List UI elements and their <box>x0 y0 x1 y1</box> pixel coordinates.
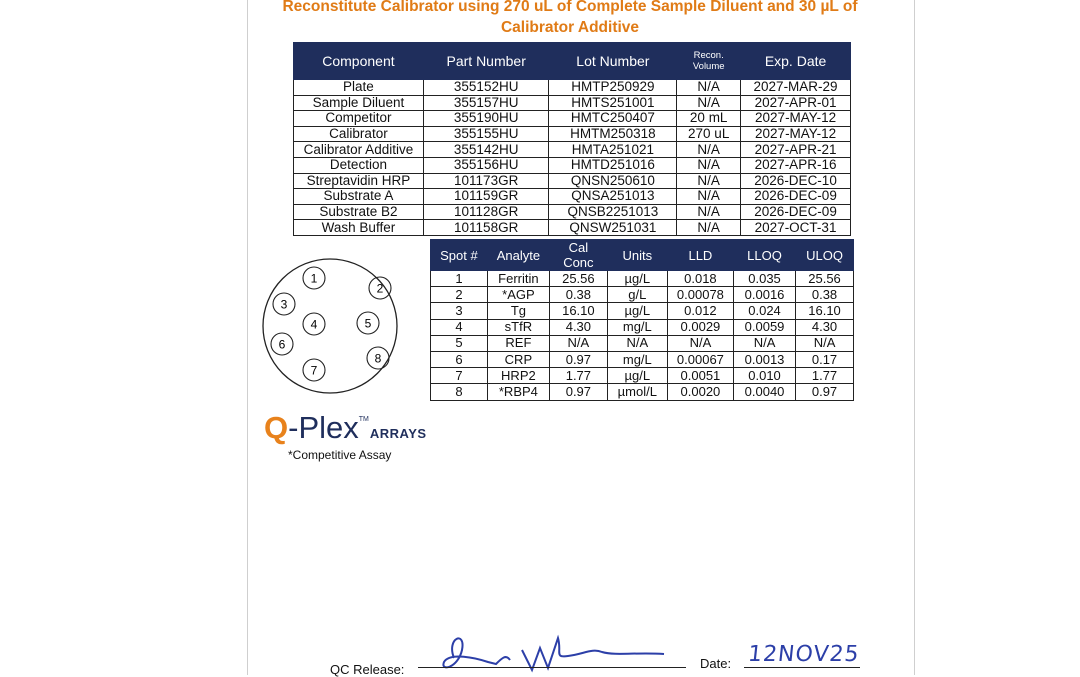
col-header-recon-volume: Recon. Volume <box>677 43 741 80</box>
col-header-lld: LLD <box>667 240 733 271</box>
cell-uloq: 4.30 <box>796 319 854 335</box>
cell-lld: N/A <box>667 335 733 351</box>
cell-component: Plate <box>294 80 424 96</box>
competitive-assay-note: *Competitive Assay <box>288 448 392 462</box>
cell-lot-number: QNSB2251013 <box>549 204 677 220</box>
col-header-analyte: Analyte <box>487 240 549 271</box>
cell-component: Calibrator <box>294 126 424 142</box>
cell-part-number: 355155HU <box>423 126 549 142</box>
cell-lld: 0.0020 <box>667 384 733 400</box>
component-table-body <box>294 80 851 236</box>
cell-component: Calibrator Additive <box>294 142 424 158</box>
cell-spot: 3 <box>431 303 488 319</box>
spot-row <box>431 319 854 335</box>
col-header-lloq: LLOQ <box>734 240 796 271</box>
cell-recon-volume: 20 mL <box>677 111 741 127</box>
col-header-units: Units <box>607 240 667 271</box>
cell-part-number: 355142HU <box>423 142 549 158</box>
cell-component: Substrate B2 <box>294 204 424 220</box>
cell-part-number: 355156HU <box>423 157 549 173</box>
cell-units: µg/L <box>607 368 667 384</box>
component-table-header-row <box>294 43 851 80</box>
cell-exp-date: 2027-APR-21 <box>741 142 851 158</box>
qplex-arrays-logo <box>264 410 427 446</box>
cell-units: mg/L <box>607 319 667 335</box>
component-row <box>294 142 851 158</box>
qc-release-label: QC Release: <box>330 662 405 677</box>
component-row <box>294 189 851 205</box>
component-row <box>294 173 851 189</box>
cell-part-number: 355157HU <box>423 95 549 111</box>
cell-lloq: 0.024 <box>734 303 796 319</box>
spot-group <box>271 267 391 381</box>
signature <box>436 628 676 676</box>
spot-row <box>431 368 854 384</box>
cell-part-number: 355152HU <box>423 80 549 96</box>
cell-spot: 1 <box>431 271 488 287</box>
cell-uloq: 0.17 <box>796 351 854 367</box>
spot-row <box>431 384 854 400</box>
page-edge-right <box>914 0 915 675</box>
cell-lld: 0.00067 <box>667 351 733 367</box>
cell-units: µmol/L <box>607 384 667 400</box>
cell-recon-volume: N/A <box>677 189 741 205</box>
cell-component: Wash Buffer <box>294 220 424 236</box>
cell-part-number: 355190HU <box>423 111 549 127</box>
spot-label: 1 <box>310 271 318 286</box>
spot-label: 6 <box>278 337 286 352</box>
component-row <box>294 80 851 96</box>
title-line-2: Calibrator Additive <box>500 19 640 36</box>
cell-lld: 0.018 <box>667 271 733 287</box>
cell-analyte: CRP <box>487 351 549 367</box>
logo-q: Q <box>264 410 289 445</box>
component-row <box>294 111 851 127</box>
cell-cal-conc: 4.30 <box>549 319 607 335</box>
cell-cal-conc: 0.97 <box>549 351 607 367</box>
cell-recon-volume: N/A <box>677 204 741 220</box>
cell-uloq: 0.38 <box>796 287 854 303</box>
component-table <box>293 42 851 236</box>
cell-analyte: HRP2 <box>487 368 549 384</box>
component-row <box>294 220 851 236</box>
col-header-cal-conc: Cal Conc <box>549 240 607 271</box>
cell-cal-conc: N/A <box>549 335 607 351</box>
component-row <box>294 126 851 142</box>
cell-uloq: N/A <box>796 335 854 351</box>
cell-analyte: Tg <box>487 303 549 319</box>
cell-recon-volume: N/A <box>677 157 741 173</box>
spot-label: 2 <box>376 281 384 296</box>
cell-units: g/L <box>607 287 667 303</box>
cell-exp-date: 2026-DEC-09 <box>741 204 851 220</box>
spot-row <box>431 351 854 367</box>
col-header-spot: Spot # <box>431 240 488 271</box>
cell-exp-date: 2026-DEC-10 <box>741 173 851 189</box>
spot-row <box>431 303 854 319</box>
col-header-component: Component <box>294 43 424 80</box>
cell-lld: 0.0029 <box>667 319 733 335</box>
spot-label: 5 <box>364 316 372 331</box>
handwritten-date: 12NOV25 <box>746 642 861 667</box>
cell-lloq: 0.010 <box>734 368 796 384</box>
spot-table <box>430 239 854 401</box>
cell-cal-conc: 25.56 <box>549 271 607 287</box>
col-header-uloq: ULOQ <box>796 240 854 271</box>
cell-lloq: 0.0059 <box>734 319 796 335</box>
cell-units: N/A <box>607 335 667 351</box>
cell-exp-date: 2026-DEC-09 <box>741 189 851 205</box>
cell-cal-conc: 0.97 <box>549 384 607 400</box>
cell-analyte: sTfR <box>487 319 549 335</box>
date-label: Date: <box>700 656 732 671</box>
cell-analyte: REF <box>487 335 549 351</box>
cell-lloq: N/A <box>734 335 796 351</box>
cell-spot: 6 <box>431 351 488 367</box>
spot-table-header-row <box>431 240 854 271</box>
cell-exp-date: 2027-APR-16 <box>741 157 851 173</box>
cell-units: mg/L <box>607 351 667 367</box>
cell-cal-conc: 16.10 <box>549 303 607 319</box>
cell-component: Substrate A <box>294 189 424 205</box>
cell-spot: 5 <box>431 335 488 351</box>
cell-spot: 8 <box>431 384 488 400</box>
well-outline <box>263 259 397 393</box>
cell-lld: 0.00078 <box>667 287 733 303</box>
cell-lld: 0.0051 <box>667 368 733 384</box>
cell-analyte: *AGP <box>487 287 549 303</box>
cell-lot-number: HMTM250318 <box>549 126 677 142</box>
cell-lot-number: QNSN250610 <box>549 173 677 189</box>
well-spot-diagram <box>256 250 406 402</box>
cell-units: µg/L <box>607 271 667 287</box>
cell-recon-volume: N/A <box>677 220 741 236</box>
cell-exp-date: 2027-APR-01 <box>741 95 851 111</box>
logo-arrays: ARRAYS <box>369 426 427 441</box>
cell-lloq: 0.0040 <box>734 384 796 400</box>
cell-exp-date: 2027-MAR-29 <box>741 80 851 96</box>
cell-units: µg/L <box>607 303 667 319</box>
signature-line <box>418 667 686 668</box>
page-edge-left <box>247 0 248 675</box>
cell-component: Streptavidin HRP <box>294 173 424 189</box>
cell-part-number: 101159GR <box>423 189 549 205</box>
cell-cal-conc: 1.77 <box>549 368 607 384</box>
col-header-exp-date: Exp. Date <box>741 43 851 80</box>
cell-part-number: 101128GR <box>423 204 549 220</box>
cell-lloq: 0.0013 <box>734 351 796 367</box>
cell-analyte: Ferritin <box>487 271 549 287</box>
cell-uloq: 0.97 <box>796 384 854 400</box>
cell-lot-number: HMTS251001 <box>549 95 677 111</box>
col-header-part-number: Part Number <box>423 43 549 80</box>
component-row <box>294 157 851 173</box>
cell-exp-date: 2027-MAY-12 <box>741 126 851 142</box>
cell-part-number: 101158GR <box>423 220 549 236</box>
cell-spot: 2 <box>431 287 488 303</box>
cell-lld: 0.012 <box>667 303 733 319</box>
component-row <box>294 95 851 111</box>
cell-lot-number: HMTD251016 <box>549 157 677 173</box>
cell-recon-volume: N/A <box>677 142 741 158</box>
cell-lot-number: HMTA251021 <box>549 142 677 158</box>
cell-lot-number: QNSW251031 <box>549 220 677 236</box>
spot-row <box>431 335 854 351</box>
cell-exp-date: 2027-OCT-31 <box>741 220 851 236</box>
cell-analyte: *RBP4 <box>487 384 549 400</box>
cell-lot-number: HMTP250929 <box>549 80 677 96</box>
cell-exp-date: 2027-MAY-12 <box>741 111 851 127</box>
cell-spot: 4 <box>431 319 488 335</box>
logo-tm: TM <box>358 416 369 423</box>
spot-table-body <box>431 271 854 401</box>
cell-recon-volume: N/A <box>677 173 741 189</box>
cell-component: Sample Diluent <box>294 95 424 111</box>
cell-lloq: 0.0016 <box>734 287 796 303</box>
cell-lot-number: QNSA251013 <box>549 189 677 205</box>
spot-row <box>431 287 854 303</box>
cell-component: Detection <box>294 157 424 173</box>
spot-label: 7 <box>310 363 318 378</box>
spot-row <box>431 271 854 287</box>
cell-uloq: 16.10 <box>796 303 854 319</box>
cell-lloq: 0.035 <box>734 271 796 287</box>
cell-recon-volume: N/A <box>677 95 741 111</box>
title-line-1: Reconstitute Calibrator using 270 uL of Complete Sample Diluent and 30 µL of <box>282 0 858 15</box>
spot-label: 4 <box>310 317 318 332</box>
cell-spot: 7 <box>431 368 488 384</box>
date-line <box>744 667 860 668</box>
col-header-lot-number: Lot Number <box>549 43 677 80</box>
cell-cal-conc: 0.38 <box>549 287 607 303</box>
spot-label: 8 <box>374 351 382 366</box>
cell-recon-volume: N/A <box>677 80 741 96</box>
spot-label: 3 <box>280 297 288 312</box>
cell-part-number: 101173GR <box>423 173 549 189</box>
page-title <box>250 0 890 38</box>
cell-uloq: 1.77 <box>796 368 854 384</box>
cell-component: Competitor <box>294 111 424 127</box>
component-row <box>294 204 851 220</box>
cell-uloq: 25.56 <box>796 271 854 287</box>
logo-plex: -Plex <box>288 410 359 445</box>
cell-lot-number: HMTC250407 <box>549 111 677 127</box>
cell-recon-volume: 270 uL <box>677 126 741 142</box>
